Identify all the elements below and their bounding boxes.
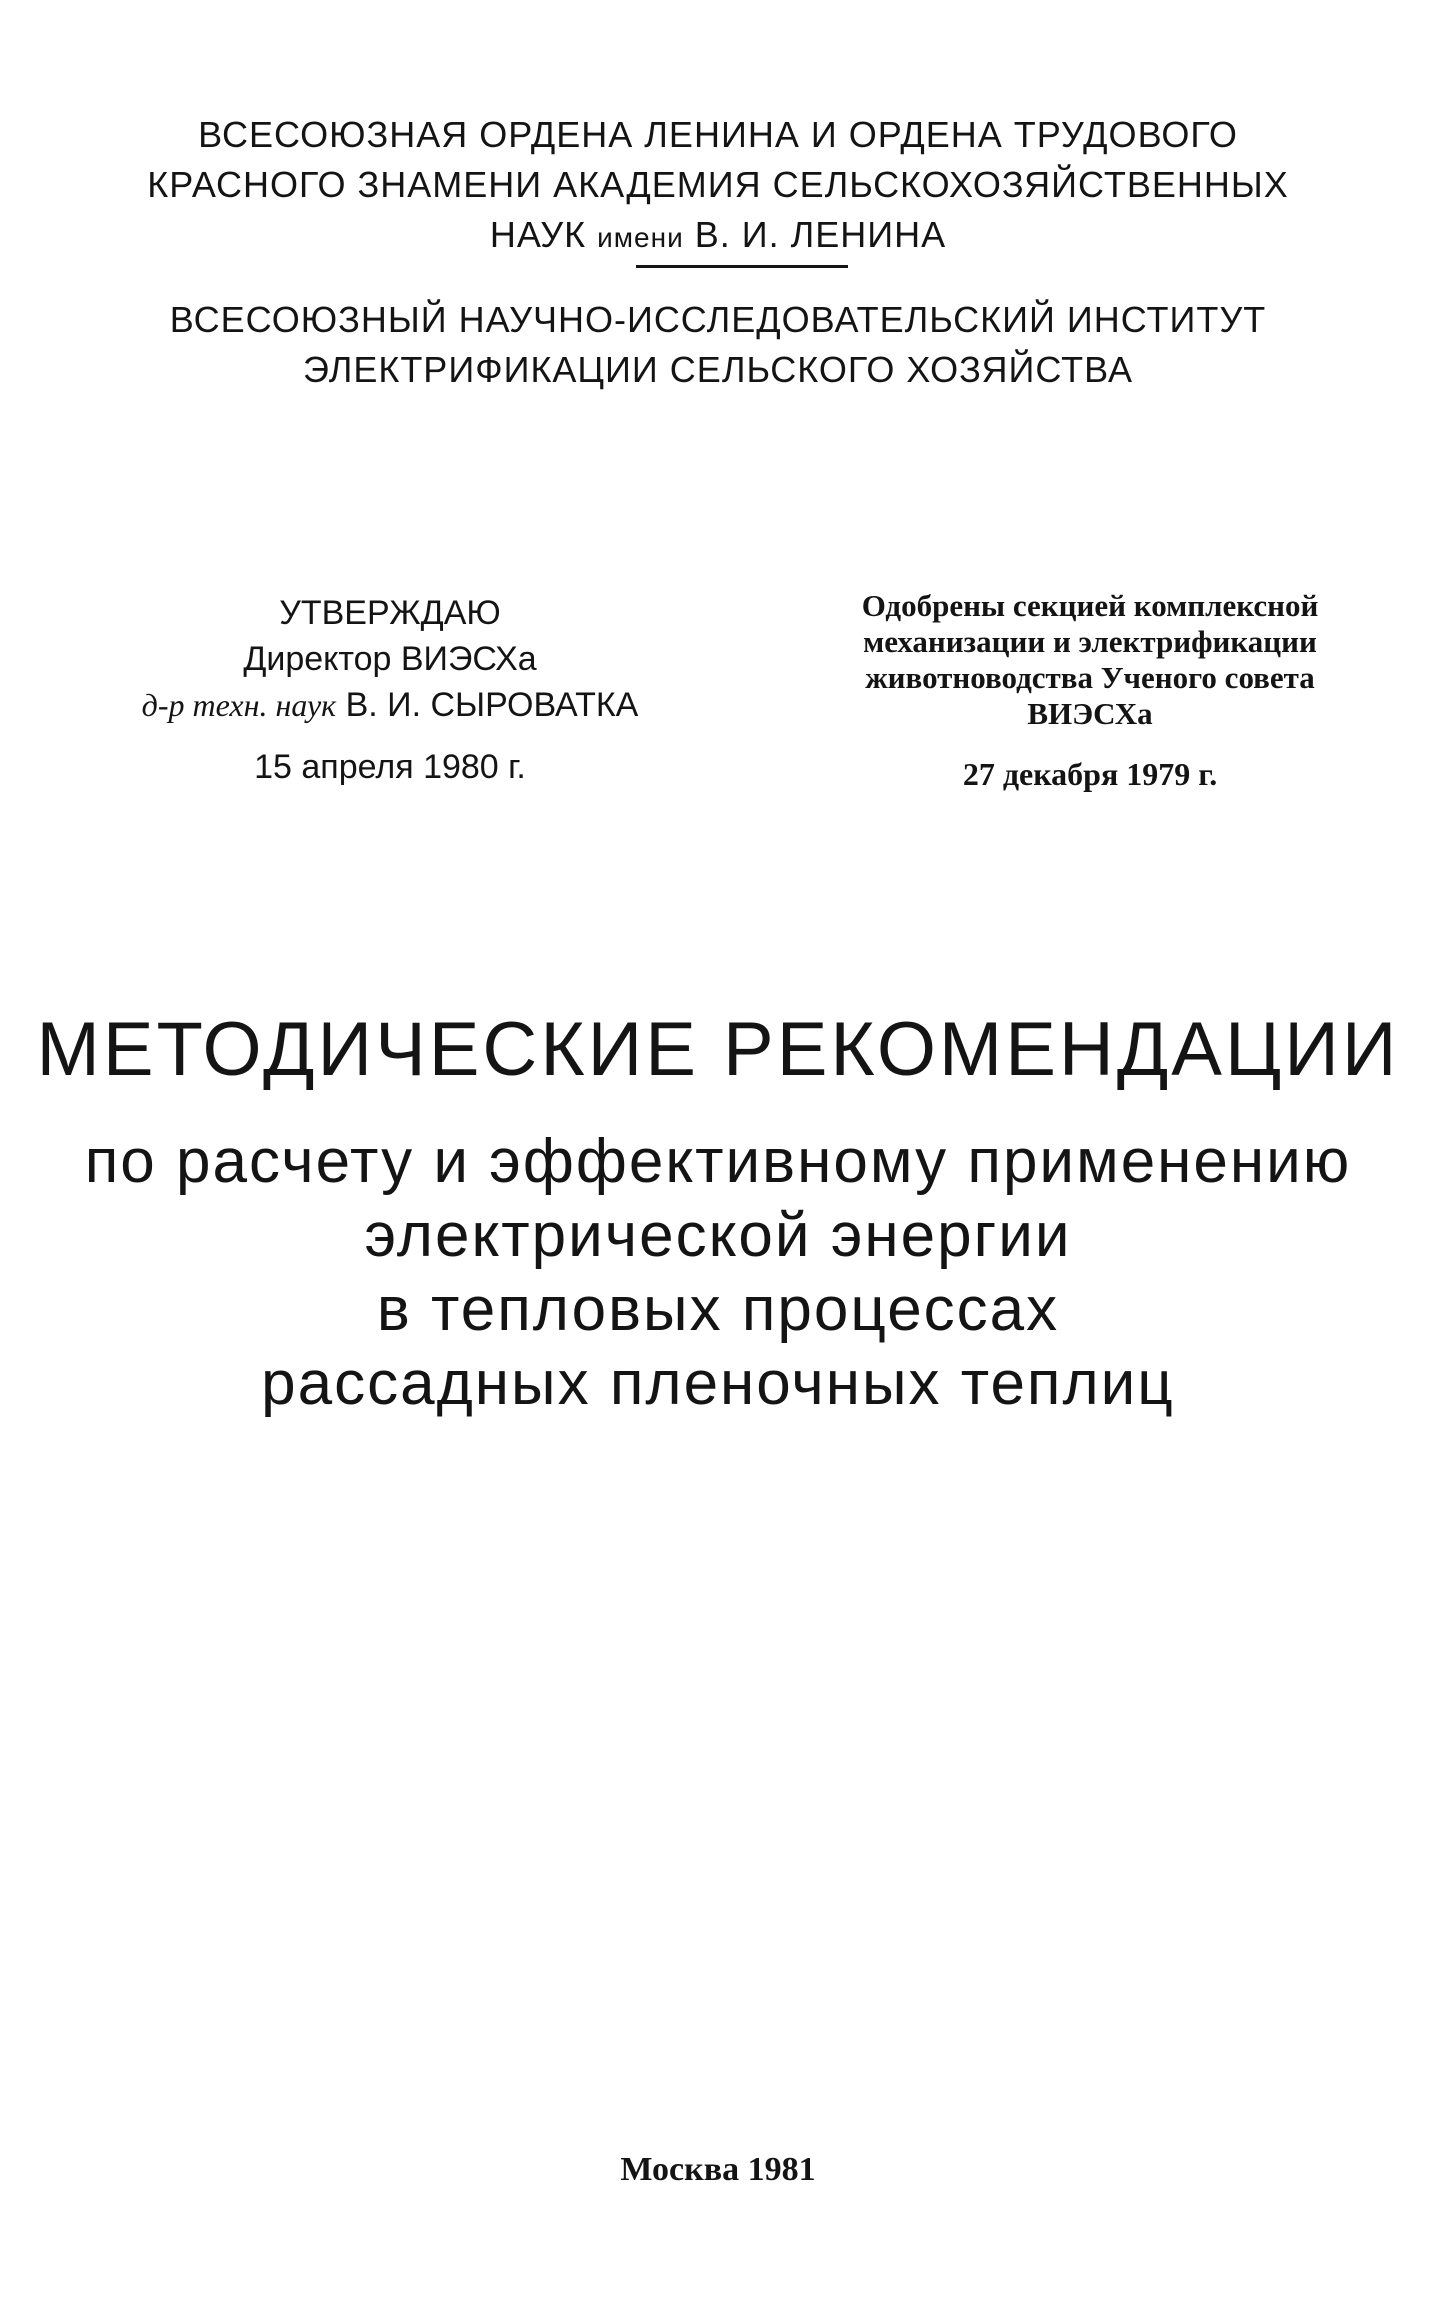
- document-subtitle: [0, 1125, 1436, 1421]
- endorsement-date: 27 декабря 1979 г.: [962, 756, 1218, 792]
- approval-heading: УТВЕРЖДАЮ: [279, 594, 501, 632]
- endorsement-line-3: животноводства Ученого совета: [865, 660, 1315, 695]
- header-divider: [636, 265, 848, 268]
- academy-line-2: КРАСНОГО ЗНАМЕНИ АКАДЕМИЯ СЕЛЬСКОХОЗЯЙСТВЕННЫХ: [147, 164, 1289, 205]
- approval-block: [90, 590, 690, 790]
- subtitle-line-4: рассадных пленочных теплиц: [261, 1349, 1175, 1418]
- endorsement-line-2: механизации и электрификации: [863, 624, 1317, 659]
- institute-header: [0, 295, 1436, 395]
- academy-line-3-a: НАУК: [489, 214, 587, 255]
- institute-line-2: ЭЛЕКТРИФИКАЦИИ СЕЛЬСКОГО ХОЗЯЙСТВА: [303, 349, 1133, 390]
- subtitle-line-2: электрической энергии: [364, 1201, 1072, 1270]
- subtitle-line-3: в тепловых процессах: [376, 1275, 1060, 1344]
- approval-degree: д-р техн. наук: [141, 687, 337, 723]
- academy-line-3: [0, 210, 1436, 263]
- publication-place-year: Москва 1981: [620, 2151, 816, 2188]
- academy-header: [0, 110, 1436, 263]
- endorsement-line-1: Одобрены секцией комплексной: [861, 588, 1319, 623]
- academy-line-3-b: имени: [597, 222, 684, 253]
- document-title: МЕТОДИЧЕСКИЕ РЕКОМЕНДАЦИИ: [36, 1007, 1400, 1092]
- approval-date: 15 апреля 1980 г.: [254, 748, 526, 786]
- endorsement-block: [790, 588, 1390, 792]
- endorsement-line-4: ВИЭСХа: [1027, 696, 1153, 731]
- academy-line-1: ВСЕСОЮЗНАЯ ОРДЕНА ЛЕНИНА И ОРДЕНА ТРУДОВОГО: [198, 114, 1238, 155]
- academy-line-3-c: В. И. ЛЕНИНА: [694, 214, 947, 255]
- institute-line-1: ВСЕСОЮЗНЫЙ НАУЧНО-ИССЛЕДОВАТЕЛЬСКИЙ ИНСТИТУТ: [169, 299, 1267, 340]
- approval-position: Директор ВИЭСХа: [243, 640, 537, 678]
- approval-signatory: [90, 682, 690, 728]
- subtitle-line-1: по расчету и эффективному применению: [84, 1127, 1352, 1196]
- approval-name: В. И. СЫРОВАТКА: [345, 686, 639, 724]
